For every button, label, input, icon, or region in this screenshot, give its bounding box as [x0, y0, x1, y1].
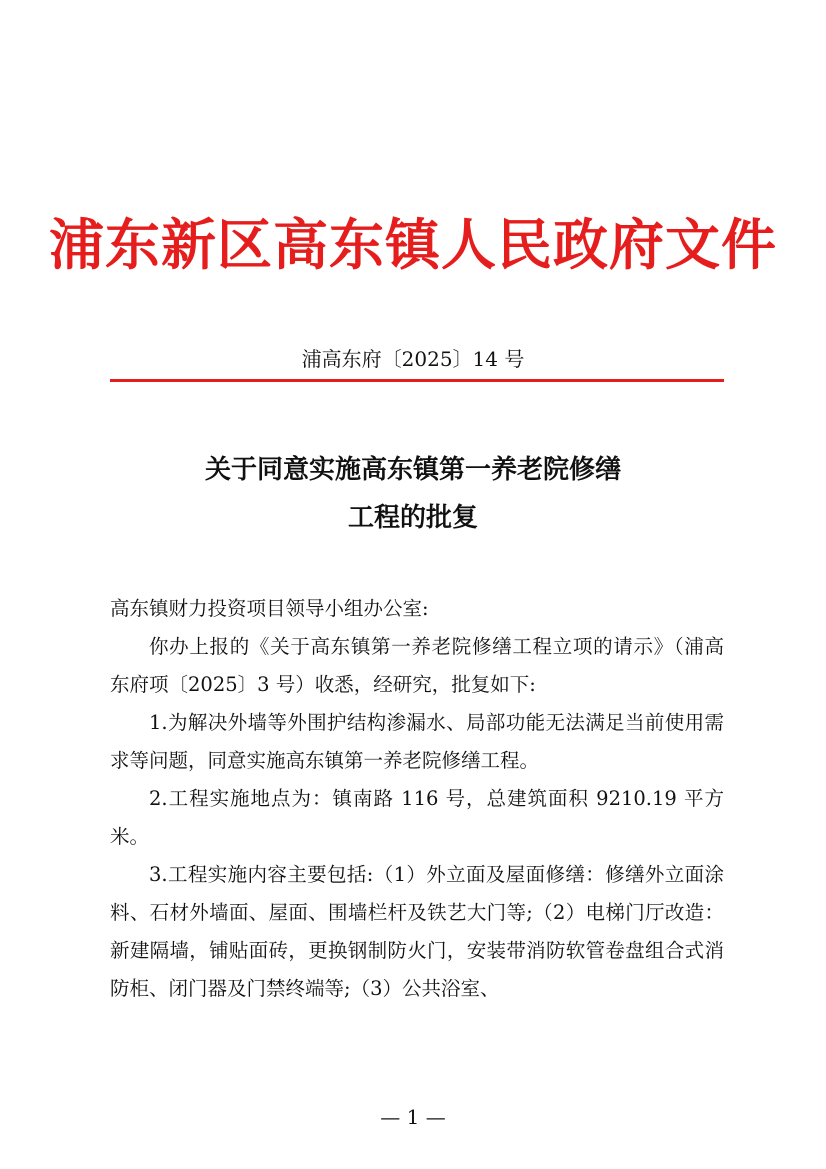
issuer-heading: 浦东新区高东镇人民政府文件 [48, 212, 777, 277]
document-title [0, 446, 826, 542]
document-body [110, 590, 724, 1008]
title-line-2: 工程的批复 [347, 503, 478, 533]
title-line-1: 关于同意实施高东镇第一养老院修缮 [204, 455, 621, 485]
paragraph-4: 3.工程实施内容主要包括:（1）外立面及屋面修缮：修缮外立面涂料、石材外墙面、屋面、围墙栏杆及铁艺大门等;（2）电梯门厅改造：新建隔墙，铺贴面砖，更换钢制防火门，安装带消防软管卷盘组合式消防柜、闭门器及门禁终端等;（3）公共浴室、 [110, 863, 724, 1000]
page-number: — 1 — [380, 1105, 446, 1129]
document-number: 浦高东府〔2025〕14 号 [301, 347, 525, 371]
addressee: 高东镇财力投资项目领导小组办公室: [110, 597, 429, 620]
paragraph-3: 2.工程实施地点为：镇南路 116 号，总建筑面积 9210.19 平方米。 [110, 787, 724, 848]
paragraph-1: 你办上报的《关于高东镇第一养老院修缮工程立项的请示》（浦高东府项〔2025〕3 号）收悉，经研究，批复如下: [110, 635, 724, 696]
paragraph-2: 1.为解决外墙等外围护结构渗漏水、局部功能无法满足当前使用需求等问题，同意实施高东镇第一养老院修缮工程。 [110, 711, 724, 772]
red-divider [110, 379, 724, 382]
